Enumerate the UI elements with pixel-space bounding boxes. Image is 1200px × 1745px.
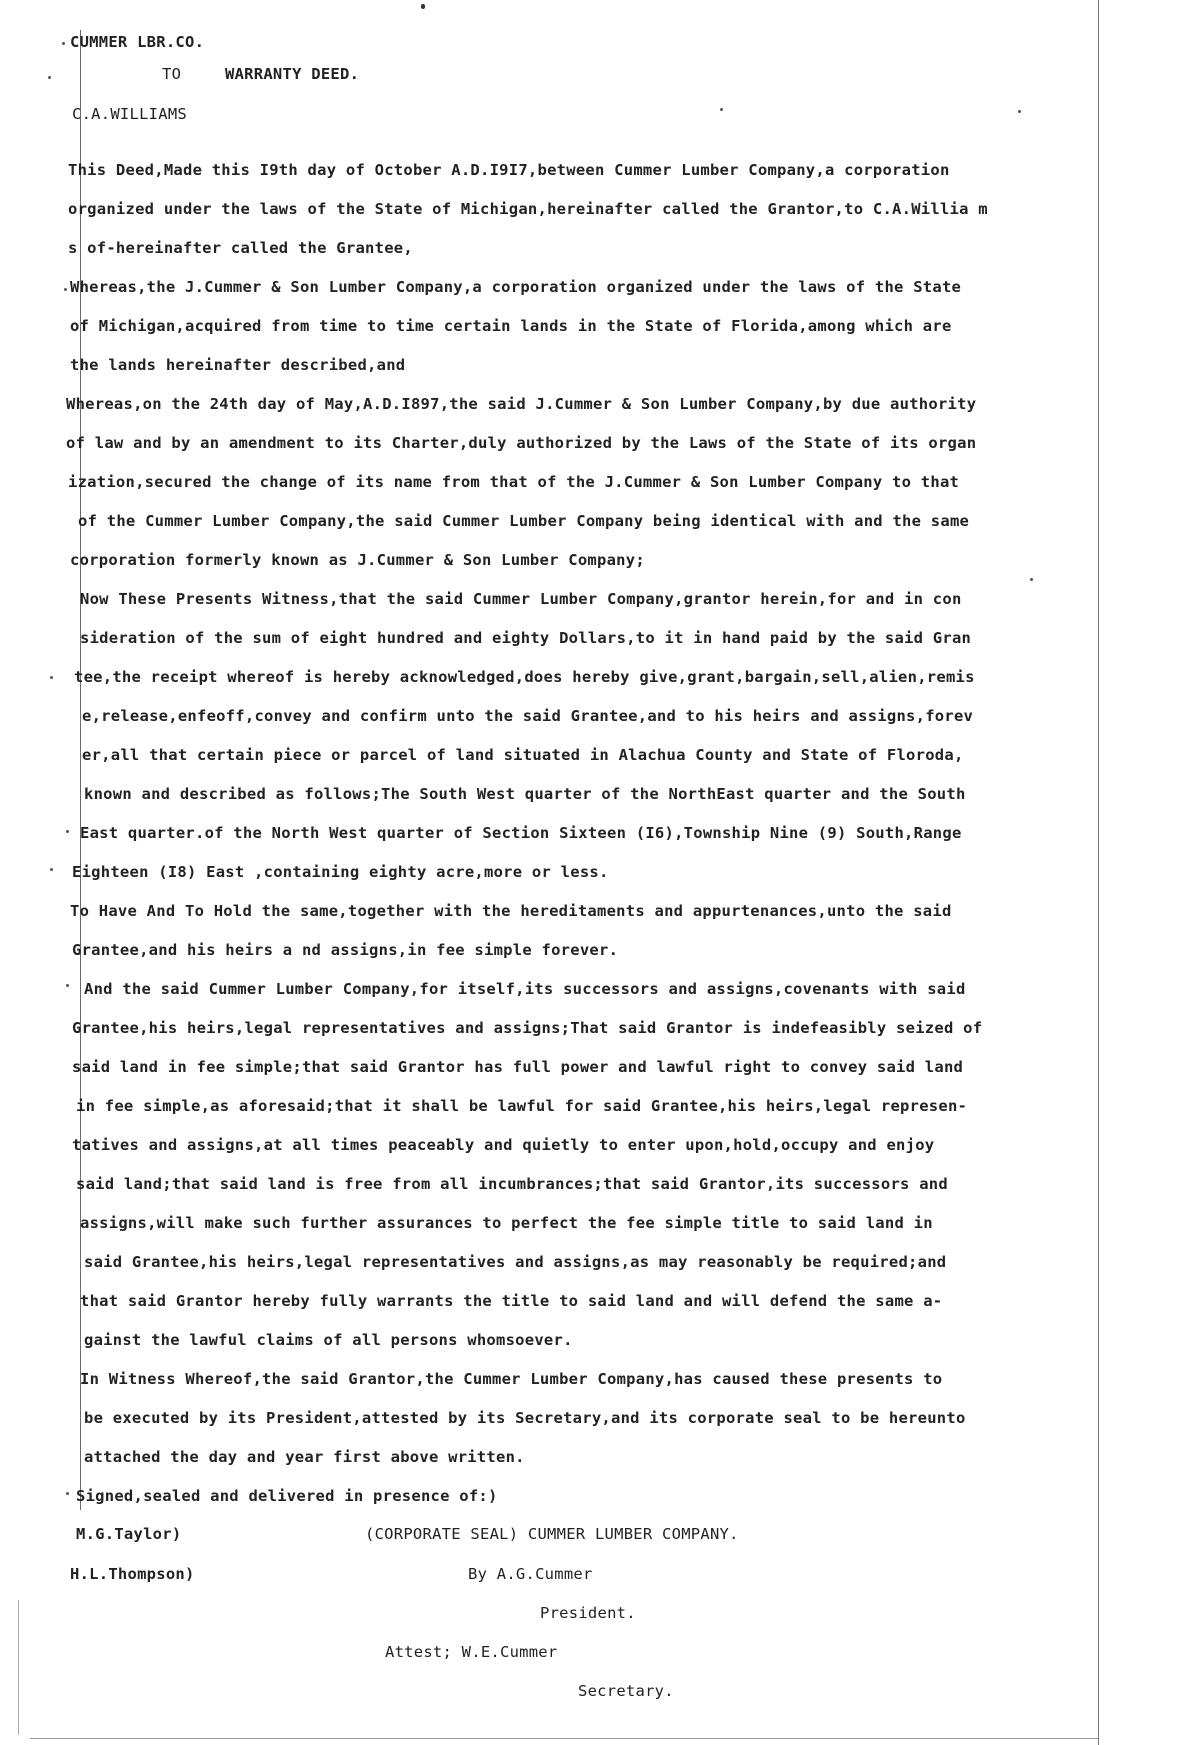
deed-line-15: e,release,enfeoff,convey and confirm unto the said Grantee,and to his heirs and assigns,forev (82, 707, 974, 725)
deed-line-20: To Have And To Hold the same,together with the hereditaments and appurtenances,unto the said (70, 902, 952, 920)
deed-line-35: Signed,sealed and delivered in presence of:) (76, 1487, 498, 1505)
deed-line-22: And the said Cummer Lumber Company,for itself,its successors and assigns,covenants with said (84, 980, 966, 998)
deed-line-18: East quarter.of the North West quarter of Section Sixteen (I6),Township Nine (9) South,Range (80, 824, 962, 842)
page-edge-right (1098, 0, 1099, 1745)
deed-line-24: said land in fee simple;that said Grantor has full power and lawful right to convey said land (72, 1058, 964, 1076)
margin-speck (64, 288, 67, 291)
deed-line-10: of the Cummer Lumber Company,the said Cummer Lumber Company being identical with and the same (78, 512, 970, 530)
deed-line-11: corporation formerly known as J.Cummer & Son Lumber Company; (70, 551, 645, 569)
deed-line-12: Now These Presents Witness,that the said Cummer Lumber Company,grantor herein,for and in con (80, 590, 962, 608)
seal-and-company-line: (CORPORATE SEAL) CUMMER LUMBER COMPANY. (365, 1525, 739, 1543)
deed-line-19: Eighteen (I8) East ,containing eighty acre,more or less. (72, 863, 609, 881)
deed-type-heading: WARRANTY DEED. (225, 65, 360, 83)
deed-line-2: organized under the laws of the State of Michigan,hereinafter called the Grantor,to C.A.Willia m (68, 200, 988, 218)
deed-line-30: that said Grantor hereby fully warrants the title to said land and will defend the same a- (80, 1292, 943, 1310)
deed-line-29: said Grantee,his heirs,legal representatives and assigns,as may reasonably be required;and (84, 1253, 947, 1271)
deed-line-21: Grantee,and his heirs a nd assigns,in fee simple forever. (72, 941, 619, 959)
grantor-heading: CUMMER LBR.CO. (70, 33, 205, 51)
deed-line-17: known and described as follows;The South West quarter of the NorthEast quarter and the South (84, 785, 966, 803)
deed-line-32: In Witness Whereof,the said Grantor,the Cummer Lumber Company,has caused these presents to (80, 1370, 943, 1388)
deed-line-33: be executed by its President,attested by its Secretary,and its corporate seal to be hereunto (84, 1409, 966, 1427)
page-speck (720, 108, 723, 111)
page-speck (1018, 110, 1021, 113)
margin-speck (66, 830, 69, 833)
president-title: President. (540, 1604, 636, 1622)
deed-line-27: said land;that said land is free from all incumbrances;that said Grantor,its successors and (76, 1175, 948, 1193)
deed-line-14: tee,the receipt whereof is hereby acknowledged,does hereby give,grant,bargain,sell,alien,remis (74, 668, 975, 686)
deed-line-5: of Michigan,acquired from time to time certain lands in the State of Florida,among which are (70, 317, 952, 335)
deed-line-28: assigns,will make such further assurances to perfect the fee simple title to said land in (80, 1214, 933, 1232)
deed-line-13: sideration of the sum of eight hundred and eighty Dollars,to it in hand paid by the said Gran (80, 629, 972, 647)
deed-line-34: attached the day and year first above written. (84, 1448, 525, 1466)
deed-line-6: the lands hereinafter described,and (70, 356, 406, 374)
margin-speck (50, 868, 53, 871)
secretary-title: Secretary. (578, 1682, 674, 1700)
deed-line-9: ization,secured the change of its name from that of the J.Cummer & Son Lumber Company to that (68, 473, 960, 491)
margin-speck (66, 1492, 69, 1495)
deed-line-31: gainst the lawful claims of all persons whomsoever. (84, 1331, 573, 1349)
deed-line-7: Whereas,on the 24th day of May,A.D.I897,the said J.Cummer & Son Lumber Company,by due authority (66, 395, 977, 413)
grantee-heading: C.A.WILLIAMS (72, 105, 187, 123)
deed-line-26: tatives and assigns,at all times peaceably and quietly to enter upon,hold,occupy and enjoy (72, 1136, 935, 1154)
president-signature: By A.G.Cummer (468, 1565, 593, 1583)
deed-line-16: er,all that certain piece or parcel of land situated in Alachua County and State of Floroda, (82, 746, 964, 764)
deed-line-8: of law and by an amendment to its Charter,duly authorized by the Laws of the State of its organ (66, 434, 977, 452)
page-speck (1030, 578, 1033, 581)
deed-line-25: in fee simple,as aforesaid;that it shall be lawful for said Grantee,his heirs,legal represen- (76, 1097, 968, 1115)
witness-2-signature: H.L.Thompson) (70, 1565, 195, 1583)
deed-line-4: Whereas,the J.Cummer & Son Lumber Company,a corporation organized under the laws of the State (70, 278, 962, 296)
witness-1-signature: M.G.Taylor) (76, 1525, 182, 1543)
deed-line-23: Grantee,his heirs,legal representatives and assigns;That said Grantor is indefeasibly seized of (72, 1019, 983, 1037)
margin-speck (48, 76, 51, 79)
margin-speck (50, 676, 53, 679)
deed-line-3: s of-hereinafter called the Grantee, (68, 239, 413, 257)
margin-speck (62, 42, 65, 45)
attest-signature: Attest; W.E.Cummer (385, 1643, 558, 1661)
deed-line-1: This Deed,Made this I9th day of October A.D.I9I7,between Cummer Lumber Company,a corporation (68, 161, 950, 179)
margin-speck (66, 984, 69, 987)
to-label: TO (162, 65, 182, 83)
